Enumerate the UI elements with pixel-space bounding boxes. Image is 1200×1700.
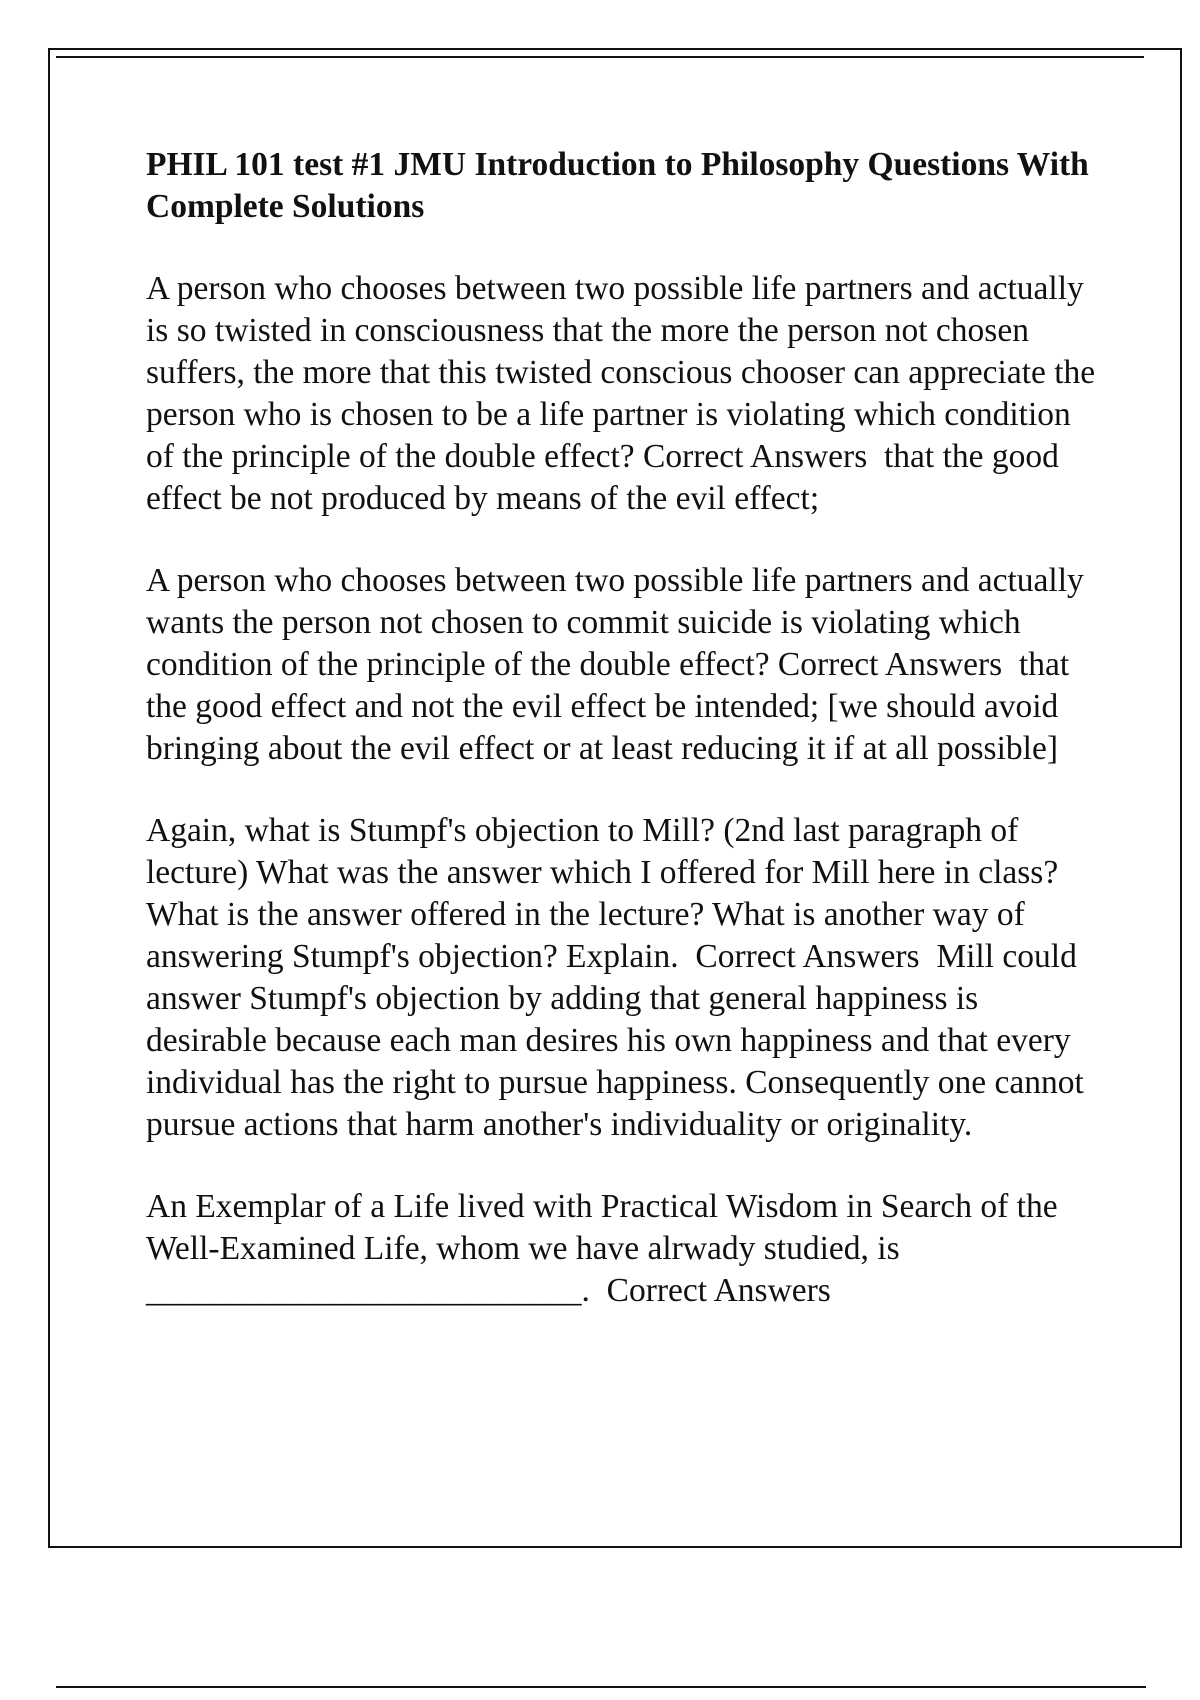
question-answer-1: A person who chooses between two possible life partners and actually is so twisted in consciousness that the more the person not chosen suffers, the more that this twisted conscious chooser can appreciate the person who is chosen to be a life partner is violating which condition of the principle of the double effect? Correct Answers that the good effect be not produced by means of the evil effect; xyxy=(146,270,1104,517)
top-rule xyxy=(56,56,1144,58)
document-title: PHIL 101 test #1 JMU Introduction to Philosophy Questions With Complete Solutions xyxy=(146,146,1089,225)
question-answer-2: A person who chooses between two possible life partners and actually wants the person not chosen to commit suicide is violating which condition of the principle of the double effect? Correct Answers that the good effect and not the evil effect be intended; [we should avoid bringing about the evil effect or at least reducing it if at all possible] xyxy=(146,562,1093,767)
question-answer-4: An Exemplar of a Life lived with Practical Wisdom in Search of the Well-Examined Life, whom we have alrwady studied, is __________________________. Correct Answers xyxy=(146,1188,1066,1309)
document-body xyxy=(146,144,1104,1312)
bottom-rule xyxy=(56,1686,1146,1688)
question-answer-3: Again, what is Stumpf's objection to Mill? (2nd last paragraph of lecture) What was the answer which I offered for Mill here in class? What is the answer offered in the lecture? What is another way of answering Stumpf's objection? Explain. Correct Answers Mill could answer Stumpf's objection by adding that general happiness is desirable because each man desires his own happiness and that every individual has the right to pursue happiness. Consequently one cannot pursue actions that harm another's individuality or originality. xyxy=(146,812,1093,1143)
